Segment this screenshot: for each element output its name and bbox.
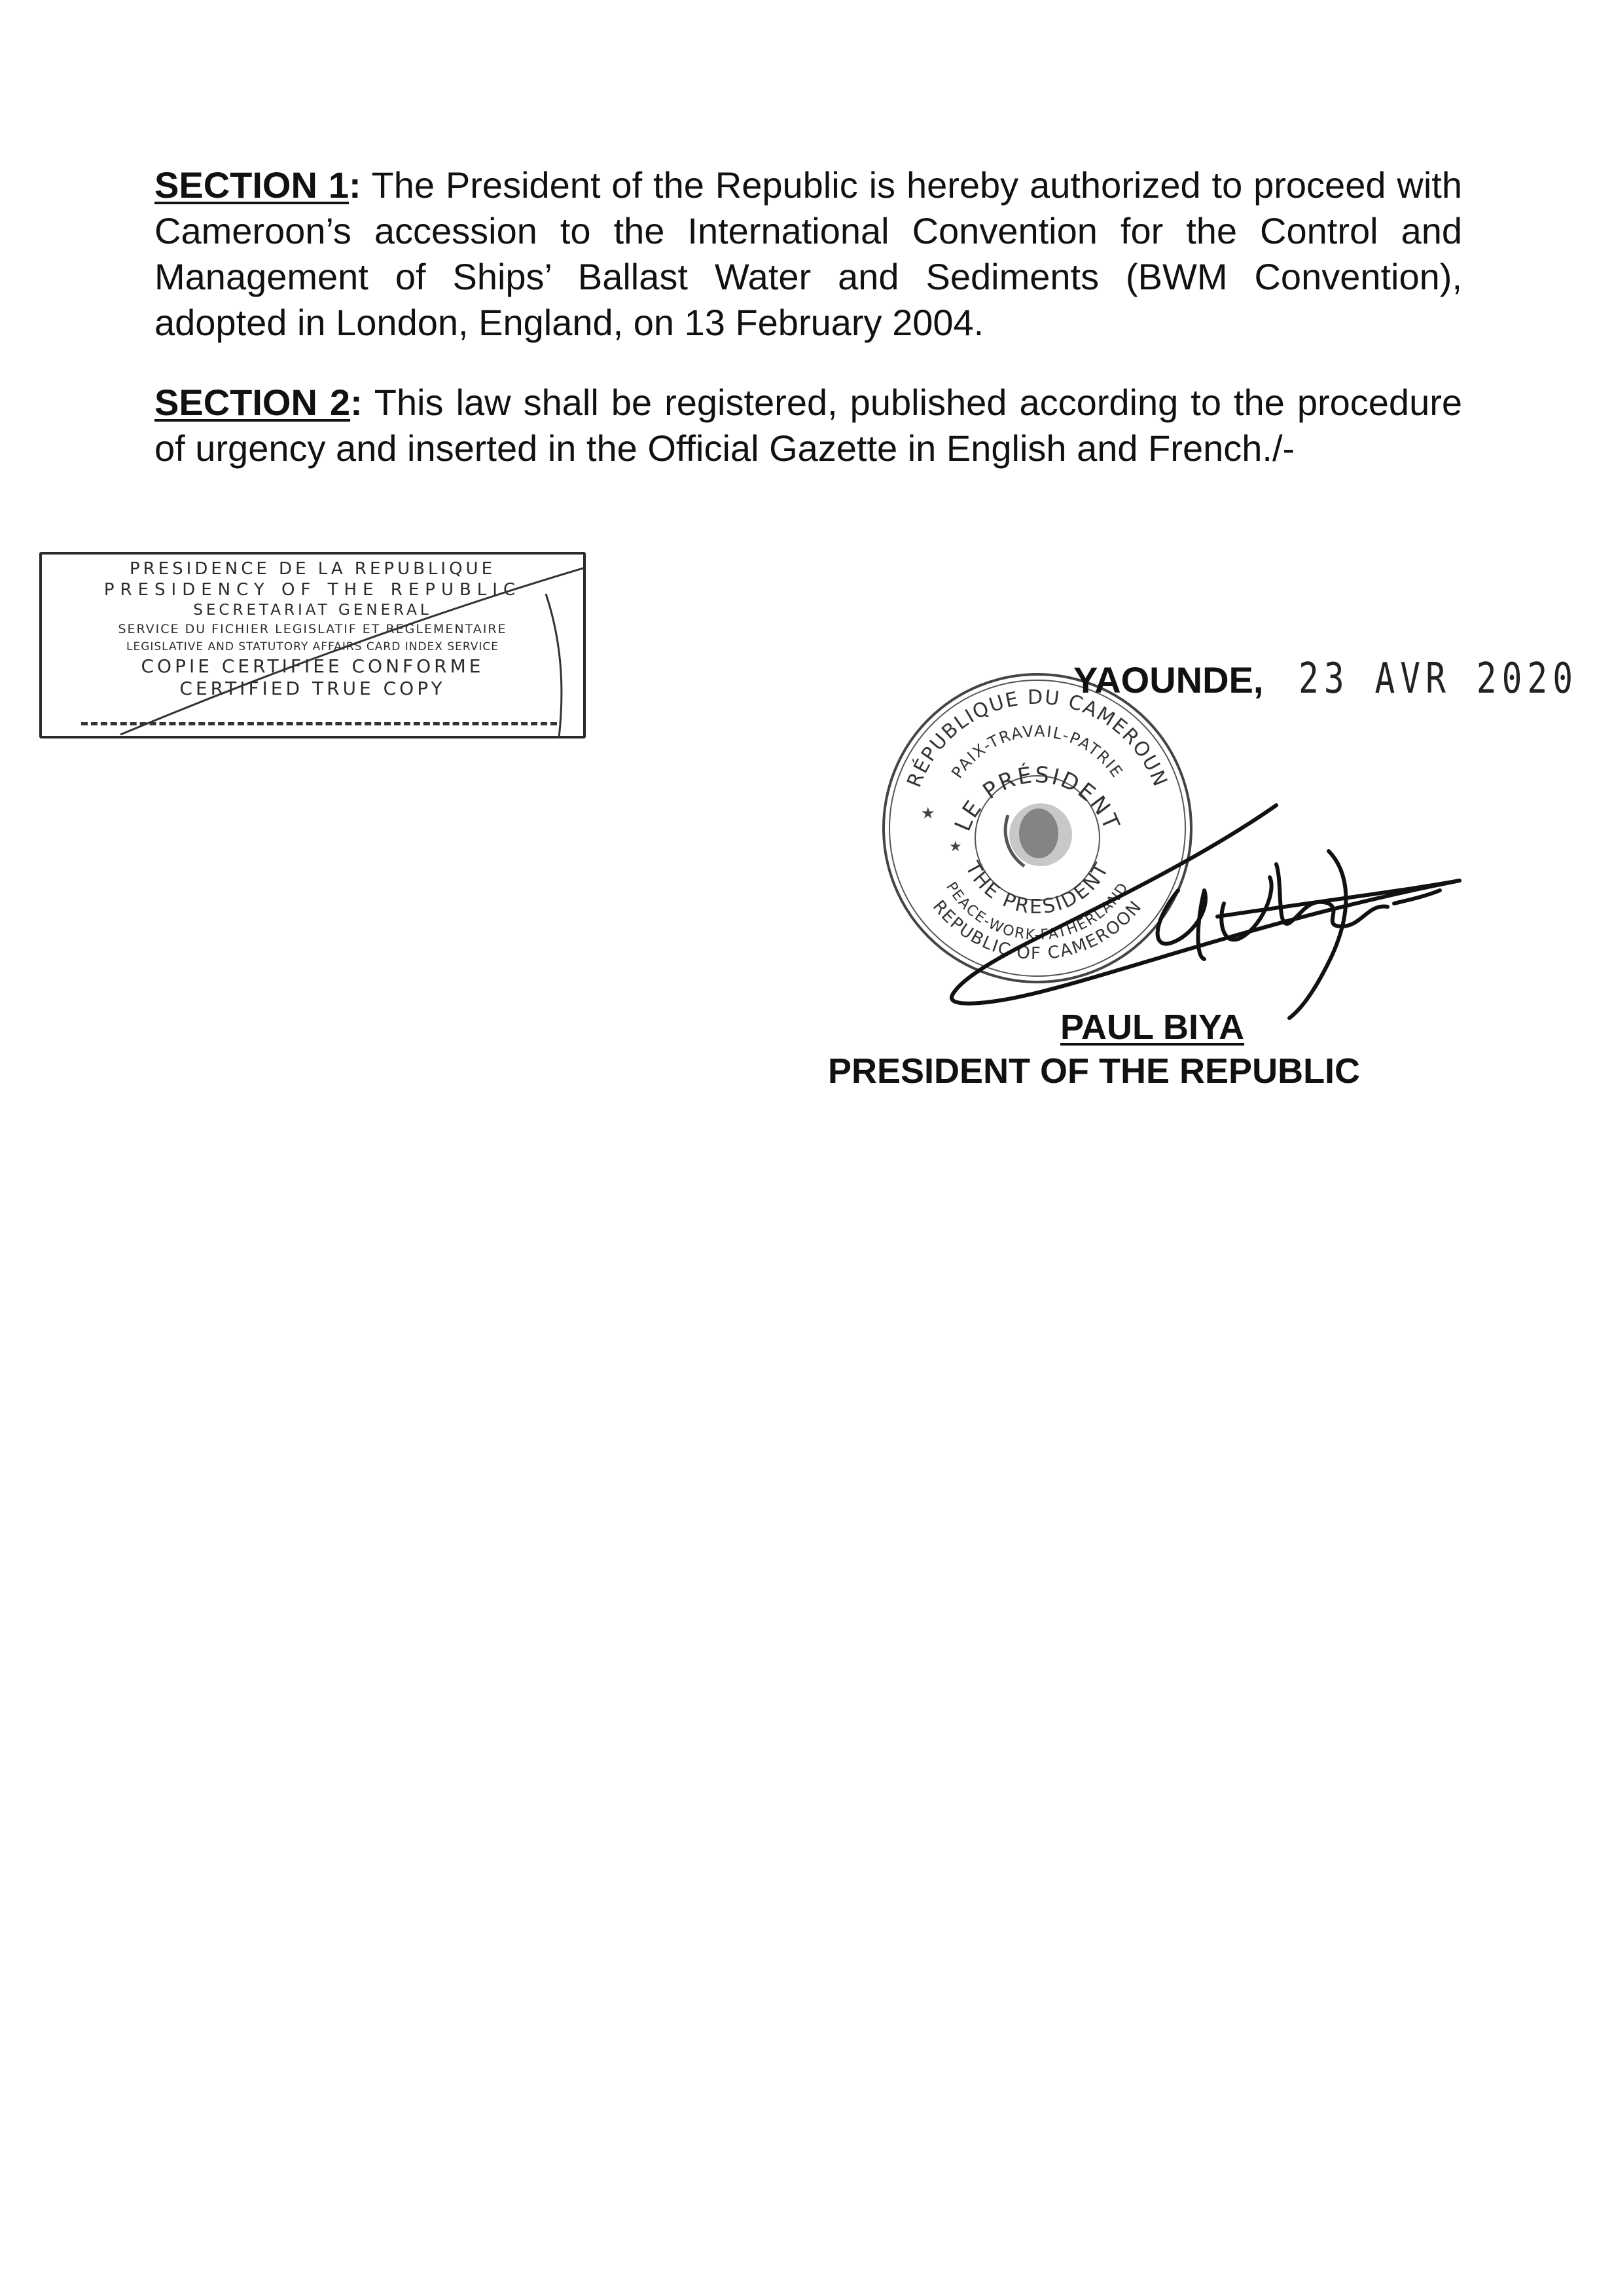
seal-text-outer-bottom: REPUBLIC OF CAMEROON [928,896,1147,964]
signatory-name: PAUL BIYA [1060,1008,1245,1047]
stamp-line-service-fr: SERVICE DU FICHIER LEGISLATIF ET REGLEMENTAIRE [118,622,507,636]
signatory-title: PRESIDENT OF THE REPUBLIC [828,1051,1361,1091]
city-name: YAOUNDE, [1073,659,1264,701]
stamp-line-copie-conforme: COPIE CERTIFIEE CONFORME [141,655,484,677]
stamp-line-certified-copy: CERTIFIED TRUE COPY [179,678,446,699]
stamp-line-secretariat: SECRETARIAT GENERAL [193,602,432,619]
section-1-paragraph: SECTION 1: The President of the Republic is hereby authorized to proceed with Cameroon’s accession to the International Convention for the Control and Management of Ships’ Ballast Water and Sediments (BWM Convention), adopted in London, England, on 13 February 2004. [154,164,1462,343]
stamp-line-fr-presidency: PRESIDENCE DE LA REPUBLIQUE [129,559,496,579]
seal-text-the-president: THE PRESIDENT [960,858,1115,919]
svg-text:★: ★ [949,838,962,854]
signature-icon [936,792,1473,1028]
section-2-paragraph: SECTION 2: This law shall be registered, published according to the procedure of urgency and inserted in the Official Gazette in English and French./- [154,382,1463,469]
seal-text-motto-en: PEACE-WORK-FATHERLAND [942,879,1132,944]
seal-text-motto-fr: PAIX-TRAVAIL-PATRIE [948,721,1127,782]
certified-copy-stamp [39,552,586,738]
place-date-line [1073,655,1614,703]
section-1-heading: SECTION 1 [154,164,349,206]
date-stamp: 23 AVR 2020 [1299,655,1579,703]
section-1-text: The President of the Republic is hereby authorized to proceed with Cameroon’s accession to the International Convention for the Control and Management of Ships’ Ballast Water and Sediments (BWM Convention), adopted in London, England, on 13 February 2004. [154,164,1462,343]
stamp-line-service-en: LEGISLATIVE AND STATUTORY AFFAIRS CARD INDEX SERVICE [126,640,499,653]
section-2-heading: SECTION 2 [154,382,351,423]
stamp-line-en-presidency: PRESIDENCY OF THE REPUBLIC [103,580,522,600]
seal-text-le-president: LE PRÉSIDENT [950,761,1125,835]
section-2-text: This law shall be registered, published according to the procedure of urgency and inserted in the Official Gazette in English and French./- [154,382,1463,469]
seal-text-outer-top: RÉPUBLIQUE DU CAMEROUN [903,685,1172,791]
stamp-dashed-line [81,722,557,725]
svg-text:★: ★ [921,805,935,822]
